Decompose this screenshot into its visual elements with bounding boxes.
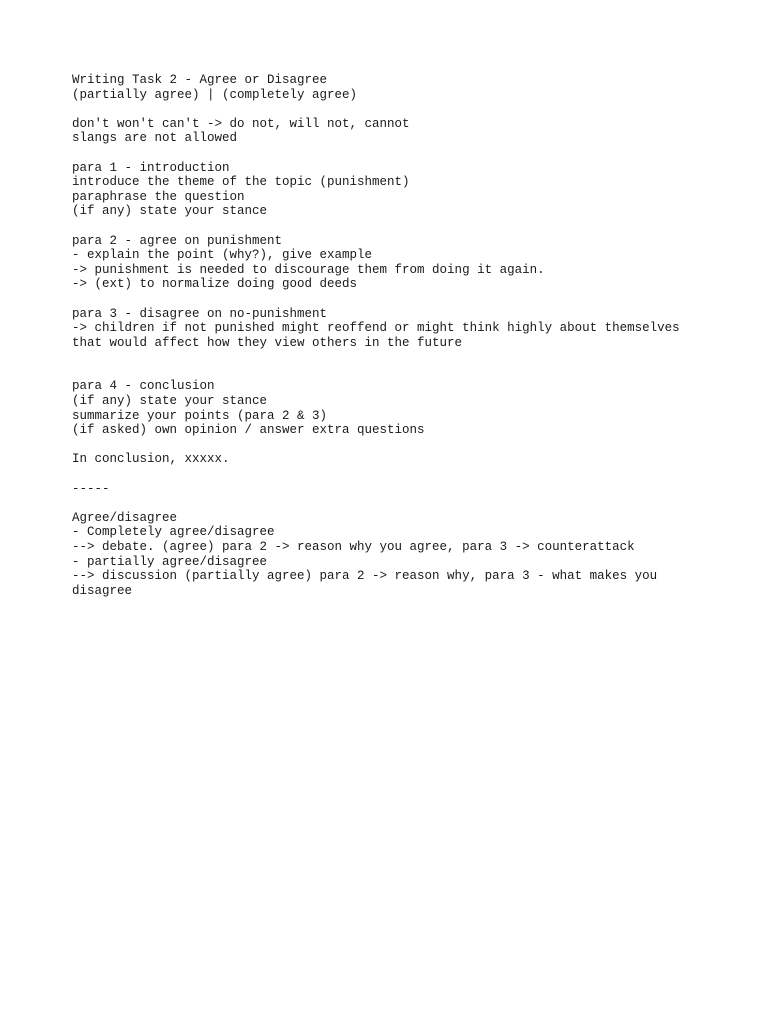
para3-heading: para 3 - disagree on no-punishment bbox=[72, 306, 328, 321]
para1-heading: para 1 - introduction bbox=[72, 160, 230, 175]
document-body bbox=[72, 73, 712, 598]
blank-line bbox=[72, 350, 712, 365]
rule-line: don't won't can't -> do not, will not, cannot bbox=[72, 116, 410, 131]
document-title: Writing Task 2 - Agree or Disagree bbox=[72, 73, 328, 87]
para1-line: (if any) state your stance bbox=[72, 204, 268, 219]
separator: ----- bbox=[72, 481, 110, 496]
para2-line: - explain the point (why?), give example bbox=[72, 248, 373, 263]
para1-line: introduce the theme of the topic (punishment) bbox=[72, 175, 410, 190]
para1-line: paraphrase the question bbox=[72, 189, 245, 204]
summary-line: - Completely agree/disagree bbox=[72, 525, 275, 540]
document-subtitle: (partially agree) | (completely agree) bbox=[72, 87, 358, 102]
summary-line: --> debate. (agree) para 2 -> reason why you agree, para 3 -> counterattack bbox=[72, 540, 635, 554]
blank-line bbox=[72, 292, 712, 307]
para2-line: -> (ext) to normalize doing good deeds bbox=[72, 277, 358, 292]
blank-line bbox=[72, 467, 712, 482]
para2-heading: para 2 - agree on punishment bbox=[72, 233, 283, 248]
summary-heading: Agree/disagree bbox=[72, 510, 178, 525]
para4-line: (if asked) own opinion / answer extra questions bbox=[72, 423, 425, 438]
blank-line bbox=[72, 365, 712, 380]
para4-heading: para 4 - conclusion bbox=[72, 379, 215, 394]
conclusion-line: In conclusion, xxxxx. bbox=[72, 452, 230, 467]
para3-line: that would affect how they view others in the future bbox=[72, 335, 463, 350]
blank-line bbox=[72, 102, 712, 117]
para4-line: summarize your points (para 2 & 3) bbox=[72, 408, 328, 423]
summary-line: - partially agree/disagree bbox=[72, 554, 268, 569]
rule-line: slangs are not allowed bbox=[72, 131, 238, 146]
para3-line: -> children if not punished might reoffend or might think highly about themselves bbox=[72, 321, 680, 336]
summary-line: disagree bbox=[72, 583, 133, 598]
para2-line: -> punishment is needed to discourage them from doing it again. bbox=[72, 262, 545, 277]
para4-line: (if any) state your stance bbox=[72, 394, 268, 409]
blank-line bbox=[72, 146, 712, 161]
summary-line: --> discussion (partially agree) para 2 -> reason why, para 3 - what makes you bbox=[72, 569, 658, 584]
blank-line bbox=[72, 438, 712, 453]
blank-line bbox=[72, 219, 712, 234]
blank-line bbox=[72, 496, 712, 511]
